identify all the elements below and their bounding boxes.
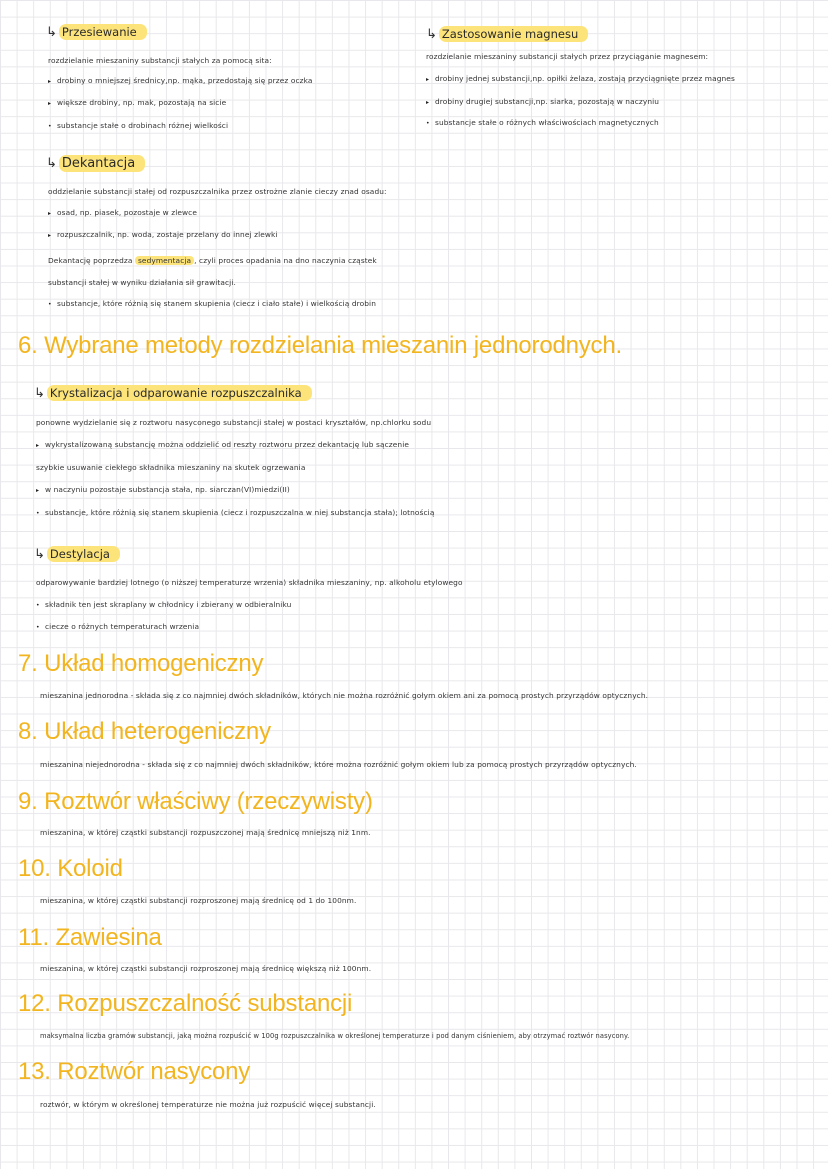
arrow-icon: ↳ — [34, 546, 45, 562]
bullet-line: • substancje, które różnią się stanem skupienia (ciecz i rozpuszczalna w niej substancja stała); lotnością — [36, 508, 435, 517]
heading-przesiewanie: ↳ Przesiewanie — [46, 24, 147, 40]
bullet-icon: • — [36, 624, 40, 631]
text-line: rozdzielanie mieszaniny substancji stałych za pomocą sita: — [48, 56, 272, 65]
text-line: ponowne wydzielanie się z roztworu nasyconego substancji stałej w postaci kryształów, np.chlorku sodu — [36, 418, 432, 427]
heading-dekantacja: ↳ Dekantacja — [46, 155, 145, 172]
section-title-6: 6. Wybrane metody rozdzielania mieszanin jednorodnych. — [18, 332, 622, 359]
bullet-line: • ciecze o różnych temperaturach wrzenia — [36, 622, 200, 631]
arrow-icon: ↳ — [46, 24, 57, 40]
bullet-icon: ▸ — [48, 210, 52, 217]
section-title-8: 8. Układ heterogeniczny — [18, 718, 271, 745]
text-line: rozdzielanie mieszaniny substancji stałych przez przyciąganie magnesem: — [426, 52, 709, 61]
bullet-icon: ▸ — [426, 99, 430, 106]
definition-text: roztwór, w którym w określonej temperaturze nie można już rozpuścić więcej substancji. — [40, 1100, 376, 1109]
section-title-7: 7. Układ homogeniczny — [18, 650, 264, 677]
arrow-icon: ↳ — [46, 156, 57, 171]
section-title-12: 12. Rozpuszczalność substancji — [18, 990, 353, 1017]
bullet-line: ▸ w naczyniu pozostaje substancja stała, np. siarczan(VI)miedzi(II) — [36, 485, 290, 494]
heading-destylacja: ↳ Destylacja — [34, 546, 120, 562]
definition-text: mieszanina jednorodna - składa się z co najmniej dwóch składników, których nie można rozróżnić gołym okiem ani za pomocą prostych przyrządów optycznych. — [40, 691, 649, 700]
definition-text: mieszanina, w której cząstki substancji rozproszonej mają średnicę większą niż 100nm. — [40, 964, 372, 973]
bullet-line: ▸ wykrystalizowaną substancję można oddzielić od reszty roztworu przez dekantację lub sączenie — [36, 440, 410, 449]
text-line: substancji stałej w wyniku działania sił grawitacji. — [48, 278, 236, 287]
bullet-icon: • — [48, 301, 52, 308]
text-line: Dekantację poprzedza sedymentacja , czyli proces opadania na dno naczynia cząstek — [48, 256, 377, 265]
text-line: odparowywanie bardziej lotnego (o niższej temperaturze wrzenia) składnika mieszaniny, np. alkoholu etylowego — [36, 578, 463, 587]
bullet-line: • substancje, które różnią się stanem skupienia (ciecz i ciało stałe) i wielkością drobin — [48, 299, 376, 308]
sedymentacja-highlight: sedymentacja — [135, 256, 194, 265]
bullet-icon: • — [36, 602, 40, 609]
bullet-icon: ▸ — [426, 76, 430, 83]
bullet-line: ▸ drobiny jednej substancji,np. opiłki żelaza, zostają przyciągnięte przez magnes — [426, 74, 735, 83]
bullet-icon: ▸ — [48, 100, 52, 107]
bullet-icon: ▸ — [48, 232, 52, 239]
bullet-line: ▸ osad, np. piasek, pozostaje w zlewce — [48, 208, 197, 217]
bullet-line: ▸ rozpuszczalnik, np. woda, zostaje przelany do innej zlewki — [48, 230, 278, 239]
bullet-icon: • — [426, 120, 430, 127]
bullet-line: • substancje stałe o różnych właściwościach magnetycznych — [426, 118, 659, 127]
arrow-icon: ↳ — [426, 26, 437, 42]
bullet-line: ▸ drobiny o mniejszej średnicy,np. mąka, przedostają się przez oczka — [48, 76, 313, 85]
section-title-13: 13. Roztwór nasycony — [18, 1058, 251, 1085]
heading-zastosowanie-magnesu: ↳ Zastosowanie magnesu — [426, 26, 588, 42]
bullet-line: ▸ większe drobiny, np. mak, pozostają na sicie — [48, 98, 227, 107]
bullet-icon: ▸ — [36, 487, 40, 494]
bullet-line: • składnik ten jest skraplany w chłodnicy i zbierany w odbieralniku — [36, 600, 292, 609]
section-title-10: 10. Koloid — [18, 855, 123, 882]
bullet-line: ▸ drobiny drugiej substancji,np. siarka, pozostają w naczyniu — [426, 97, 660, 106]
definition-text: maksymalna liczba gramów substancji, jaką można rozpuścić w 100g rozpuszczalnika w określonej temperaturze i pod danym ciśnieniem, aby otrzymać roztwór nasycony. — [40, 1032, 630, 1040]
section-title-11: 11. Zawiesina — [18, 924, 162, 951]
heading-krystalizacja: ↳ Krystalizacja i odparowanie rozpuszczalnika — [34, 385, 312, 401]
text-line: szybkie usuwanie ciekłego składnika mieszaniny na skutek ogrzewania — [36, 463, 306, 472]
definition-text: mieszanina, w której cząstki substancji rozproszonej mają średnicę od 1 do 100nm. — [40, 896, 357, 905]
bullet-icon: • — [36, 510, 40, 517]
section-title-9: 9. Roztwór właściwy (rzeczywisty) — [18, 788, 373, 815]
bullet-icon: ▸ — [36, 442, 40, 449]
arrow-icon: ↳ — [34, 385, 45, 401]
definition-text: mieszanina niejednorodna - składa się z co najmniej dwóch składników, które można rozróżnić gołym okiem lub za pomocą prostych przyrządów optycznych. — [40, 760, 637, 769]
definition-text: mieszanina, w której cząstki substancji rozpuszczonej mają średnicę mniejszą niż 1nm. — [40, 828, 371, 837]
bullet-icon: • — [48, 123, 52, 130]
text-line: oddzielanie substancji stałej od rozpuszczalnika przez ostrożne zlanie cieczy znad osadu: — [48, 187, 387, 196]
bullet-line: • substancje stałe o drobinach różnej wielkości — [48, 121, 229, 130]
bullet-icon: ▸ — [48, 78, 52, 85]
